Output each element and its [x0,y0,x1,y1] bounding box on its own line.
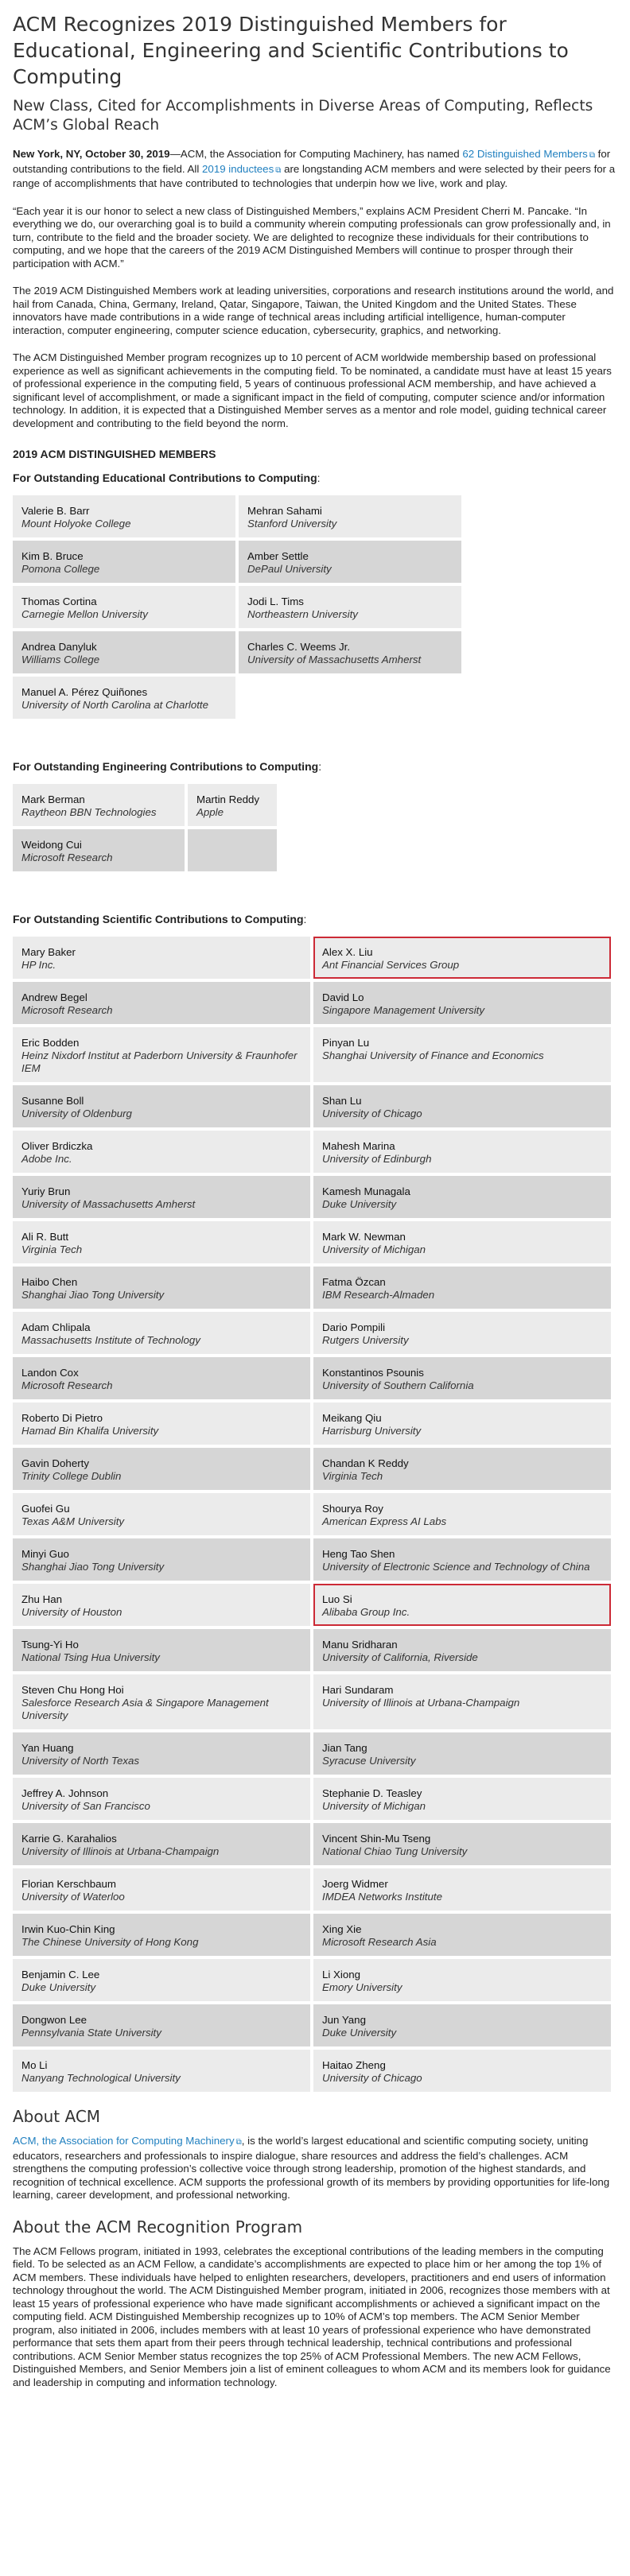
member-name: David Lo [322,991,364,1003]
about-acm-heading: About ACM [13,2107,101,2126]
member-affiliation: University of Edinburgh [322,1153,432,1165]
member-name: Hari Sundaram [322,1684,394,1696]
member-name: Weidong Cui [21,839,82,851]
member-affiliation: Heinz Nixdorf Institut at Paderborn University & Fraunhofer IEM [21,1049,298,1074]
about-recognition-heading: About the ACM Recognition Program [13,2217,303,2237]
member-name: Andrea Danyluk [21,641,97,653]
member-cell [13,1312,310,1354]
member-name: Konstantinos Psounis [322,1367,424,1379]
member-affiliation: University of Illinois at Urbana-Champaign [322,1697,520,1709]
member-name: Shourya Roy [322,1503,383,1515]
member-affiliation: Williams College [21,654,100,665]
member-affiliation: Ant Financial Services Group [322,959,460,971]
member-name: Jeffrey A. Johnson [21,1787,109,1799]
member-affiliation: Rutgers University [322,1334,409,1346]
about-acm-text: , is the world’s largest educational and scientific computing society, uniting educators, researchers and professionals to inspire dialogue, share resources and address the field’s challenges. ACM strengthens the computing profession’s collective voice through strong leadership, promotion of the highest standards, and recognition of technical excellence. ACM supports the professional growth of its members by providing opportunities for life-long learning, career development, and professional networking. [13,2135,610,2201]
member-affiliation: Nanyang Technological University [21,2072,181,2084]
member-cell [313,2050,611,2092]
member-name: Li Xiong [322,1969,361,1980]
educational-category-colon: : [317,471,321,484]
member-affiliation: National Tsing Hua University [21,1651,160,1663]
member-affiliation: University of Massachusetts Amherst [21,1198,196,1210]
quote-paragraph: “Each year it is our honor to select a new class of Distinguished Members,” explains ACM President Cherri M. Pancake. “In everything we do, our overarching goal is to build a community wherein computing professionals can grow professionally and, in turn, contribute to the field and the broader society. We are delighted to recognize these individuals for their contributions to computing, and we hope that the careers of the 2019 ACM Distinguished Members will continue to prosper through their participation with ACM.” [13,204,611,270]
member-affiliation: University of Chicago [322,2072,422,2084]
member-name: Florian Kerschbaum [21,1878,116,1890]
member-affiliation: Massachusetts Institute of Technology [21,1334,200,1346]
member-cell [13,1674,310,1729]
member-name: Benjamin C. Lee [21,1969,100,1980]
member-cell [13,1448,310,1490]
member-cell [13,2050,310,2092]
member-cell [313,982,611,1024]
member-cell [13,1959,310,2001]
member-cell [313,1493,611,1535]
member-cell [313,1959,611,2001]
member-affiliation: University of Michigan [322,1243,426,1255]
member-affiliation: The Chinese University of Hong Kong [21,1936,199,1948]
member-affiliation: University of Illinois at Urbana-Champaign [21,1845,220,1857]
external-link-icon: ⧉ [275,165,282,175]
member-affiliation: University of Houston [21,1606,122,1618]
distinguished-members-link-label: 62 Distinguished Members [462,148,588,160]
member-cell [239,495,461,537]
members-work-paragraph: The 2019 ACM Distinguished Members work at leading universities, corporations and research institutions around the world, and hail from Canada, China, Germany, Ireland, Qatar, Singapore, Taiwan, the United Kingdom and the United States. These innovators have made contributions in a wide range of technical areas including artificial intelligence, human-computer interaction, computer engineering, computer science education, cybersecurity, graphics, and networking. [13,285,614,336]
member-cell [13,1131,310,1173]
member-name: Ali R. Butt [21,1231,69,1243]
member-cell [313,1629,611,1671]
member-affiliation: Syracuse University [322,1755,416,1767]
member-name: Oliver Brdiczka [21,1140,93,1152]
member-affiliation: Northeastern University [247,608,358,620]
member-name: Mahesh Marina [322,1140,395,1152]
member-affiliation: IBM Research-Almaden [322,1289,435,1301]
member-name: Tsung-Yi Ho [21,1639,79,1651]
member-affiliation: University of Electronic Science and Technology of China [322,1561,590,1573]
member-name: Jun Yang [322,2014,366,2026]
member-name: Amber Settle [247,550,309,562]
member-cell [13,1402,310,1445]
member-name: Heng Tao Shen [322,1548,395,1560]
engineering-category-label: For Outstanding Engineering Contributions to Computing [13,760,319,773]
member-affiliation: Shanghai Jiao Tong University [21,1289,165,1301]
page-title: ACM Recognizes 2019 Distinguished Members for Educational, Engineering and Scientific Contributions to Computing [13,13,569,88]
member-cell [239,631,461,673]
member-name: Dongwon Lee [21,2014,88,2026]
member-affiliation: Trinity College Dublin [21,1470,122,1482]
member-name: Luo Si [322,1593,352,1605]
member-cell [313,1402,611,1445]
about-acm-paragraph [13,2135,617,2202]
member-cell [13,829,185,871]
member-name: Meikang Qiu [322,1412,382,1424]
member-name: Haitao Zheng [322,2059,386,2071]
member-affiliation: University of Waterloo [21,1891,125,1903]
acm-link[interactable] [13,2135,242,2147]
member-cell [313,1357,611,1399]
member-affiliation: Microsoft Research [21,852,113,863]
member-affiliation: University of California, Riverside [322,1651,478,1663]
educational-category-label: For Outstanding Educational Contributions to Computing [13,471,317,484]
member-cell [313,1914,611,1956]
member-cell [13,1778,310,1820]
member-affiliation: Shanghai University of Finance and Economics [322,1049,544,1061]
member-affiliation: University of Michigan [322,1800,426,1812]
member-cell [313,1778,611,1820]
member-name: Kamesh Munagala [322,1185,410,1197]
member-affiliation: Carnegie Mellon University [21,608,148,620]
member-name: Minyi Guo [21,1548,69,1560]
engineering-category-title [13,760,617,773]
engineering-category-colon: : [318,760,322,773]
external-link-icon: ⧉ [235,2138,242,2147]
member-name: Andrew Begel [21,991,88,1003]
member-affiliation: Microsoft Research Asia [322,1936,437,1948]
member-name: Guofei Gu [21,1503,70,1515]
member-affiliation: Pomona College [21,563,100,575]
member-affiliation: University of Chicago [322,1108,422,1119]
inductees-link[interactable] [202,163,281,175]
member-affiliation: University of Southern California [322,1379,474,1391]
member-cell [13,2004,310,2046]
member-cell [13,1584,310,1626]
member-cell [13,1868,310,1911]
member-cell [13,784,185,826]
member-name: Chandan K Reddy [322,1457,409,1469]
member-cell [13,1027,310,1082]
member-name: Manu Sridharan [322,1639,398,1651]
member-cell [313,1131,611,1173]
member-affiliation: Harrisburg University [322,1425,422,1437]
member-cell [13,1357,310,1399]
member-cell [13,1629,310,1671]
member-name: Eric Bodden [21,1037,80,1049]
member-affiliation: Virginia Tech [322,1470,383,1482]
member-cell [313,1732,611,1775]
member-affiliation: Virginia Tech [21,1243,83,1255]
member-name: Shan Lu [322,1095,362,1107]
member-affiliation: Hamad Bin Khalifa University [21,1425,159,1437]
member-affiliation: Duke University [21,1981,96,1993]
member-name: Steven Chu Hong Hoi [21,1684,124,1696]
member-affiliation: Shanghai Jiao Tong University [21,1561,165,1573]
member-cell [313,1221,611,1263]
member-cell [313,1448,611,1490]
inductees-link-label: 2019 inductees [202,162,274,175]
dateline: New York, NY, October 30, 2019 [13,148,170,160]
member-cell [13,937,310,979]
member-cell [13,586,235,628]
member-name: Stephanie D. Teasley [322,1787,422,1799]
member-cell [13,1221,310,1263]
member-affiliation: IMDEA Networks Institute [322,1891,442,1903]
member-affiliation: American Express AI Labs [322,1515,447,1527]
engineering-members-grid [13,784,277,871]
member-name: Gavin Doherty [21,1457,89,1469]
member-name: Martin Reddy [196,793,260,805]
member-cell [13,1085,310,1127]
member-cell [13,495,235,537]
distinguished-members-link[interactable] [462,148,595,160]
member-cell [313,1085,611,1127]
member-name: Joerg Widmer [322,1878,388,1890]
members-heading: 2019 ACM DISTINGUISHED MEMBERS [13,448,216,460]
member-cell [13,1538,310,1581]
member-affiliation: University of North Carolina at Charlotte [21,699,209,711]
member-name: Fatma Özcan [322,1276,386,1288]
member-cell [13,1823,310,1865]
member-affiliation: Stanford University [247,518,337,530]
member-cell [313,1176,611,1218]
member-cell [313,937,611,979]
intro-paragraph [13,148,617,191]
member-name: Mehran Sahami [247,505,322,517]
member-cell [188,784,277,826]
member-name: Xing Xie [322,1923,362,1935]
member-cell [313,2004,611,2046]
member-name: Roberto Di Pietro [21,1412,103,1424]
member-affiliation: Microsoft Research [21,1004,113,1016]
about-recognition-paragraph: The ACM Fellows program, initiated in 1993, celebrates the exceptional contributions of the leading members in the computing field. To be selected as an ACM Fellow, a candidate’s accomplishments are expected to place him or her among the top 1% of ACM members. These individuals have helped to enlighten researchers, developers, practitioners and end users of information technology throughout the world. The ACM Distinguished Member program, initiated in 2006, recognizes those members with at least 15 years of professional experience who have made significant accomplishments or achieved a significant impact on the computing field. ACM Distinguished Membership recognizes up to 10% of ACM’s top members. The ACM Senior Member program, also initiated in 2006, includes members with at least 10 years of professional experience who have demonstrated performance that sets them apart from their peers through technical leadership, technical contributions and professional contributions. ACM Senior Member status recognizes the top 25% of ACM Professional Members. The new ACM Fellows, Distinguished Members, and Senior Members join a list of eminent colleagues to whom ACM and its members look for guidance and leadership in computing and information technology. [13,2244,611,2388]
member-affiliation: National Chiao Tung University [322,1845,468,1857]
member-cell [13,982,310,1024]
member-affiliation: Mount Holyoke College [21,518,131,530]
member-cell [313,1027,611,1082]
member-affiliation: Texas A&M University [21,1515,125,1527]
member-name: Manuel A. Pérez Quiñones [21,686,148,698]
member-affiliation: Duke University [322,1198,397,1210]
member-name: Jodi L. Tims [247,596,304,607]
scientific-category-title [13,913,617,925]
member-affiliation: University of Massachusetts Amherst [247,654,422,665]
member-affiliation: HP Inc. [21,959,56,971]
member-name: Susanne Boll [21,1095,84,1107]
scientific-category-colon: : [303,913,307,925]
member-name: Alex X. Liu [322,946,373,958]
member-cell [313,1312,611,1354]
member-affiliation: University of Oldenburg [21,1108,132,1119]
acm-link-label: ACM, the Association for Computing Machinery [13,2135,235,2147]
member-cell [13,1267,310,1309]
member-affiliation: Adobe Inc. [21,1153,72,1165]
page-subtitle: New Class, Cited for Accomplishments in Diverse Areas of Computing, Reflects ACM’s Global Reach [13,98,593,134]
member-name: Charles C. Weems Jr. [247,641,351,653]
member-cell [13,677,235,719]
member-name: Yuriy Brun [21,1185,71,1197]
external-link-icon: ⧉ [589,151,595,160]
member-name: Pinyan Lu [322,1037,370,1049]
member-name: Vincent Shin-Mu Tseng [322,1833,431,1845]
member-name: Dario Pompili [322,1321,386,1333]
member-affiliation: Alibaba Group Inc. [322,1606,410,1618]
member-affiliation: DePaul University [247,563,332,575]
member-name: Mo Li [21,2059,48,2071]
member-affiliation: Pennsylvania State University [21,2027,161,2039]
member-name: Kim B. Bruce [21,550,84,562]
member-cell [13,1493,310,1535]
member-name: Mary Baker [21,946,76,958]
intro-text-c: are longstanding ACM members and were selected by their peers for a range of accomplishments that have contributed to technologies that underpin how we live, work and play. [13,162,616,189]
member-affiliation: Raytheon BBN Technologies [21,806,157,818]
member-affiliation: Singapore Management University [322,1004,484,1016]
intro-text-b: for outstanding contributions to the field. All [13,148,611,175]
member-cell [239,586,461,628]
member-affiliation: Duke University [322,2027,397,2039]
member-affiliation: Apple [196,806,224,818]
scientific-category-label: For Outstanding Scientific Contributions to Computing [13,913,304,925]
member-cell [13,1914,310,1956]
member-cell [313,1267,611,1309]
educational-members-grid [13,495,461,719]
member-affiliation: Microsoft Research [21,1379,113,1391]
member-name: Irwin Kuo-Chin King [21,1923,115,1935]
member-cell [13,541,235,583]
member-name: Adam Chlipala [21,1321,91,1333]
member-cell [313,1674,611,1729]
member-cell [313,1584,611,1626]
member-name: Haibo Chen [21,1276,78,1288]
scientific-members-grid [13,937,611,2092]
member-name: Landon Cox [21,1367,79,1379]
member-name: Yan Huang [21,1742,74,1754]
member-name: Karrie G. Karahalios [21,1833,117,1845]
member-affiliation: Salesforce Research Asia & Singapore Management University [21,1697,269,1721]
member-cell [13,1732,310,1775]
member-name: Valerie B. Barr [21,505,90,517]
member-name: Mark W. Newman [322,1231,406,1243]
member-name: Jian Tang [322,1742,368,1754]
program-paragraph: The ACM Distinguished Member program recognizes up to 10 percent of ACM worldwide membership based on professional experience as well as significant achievements in the computing field. To be nominated, a candidate must have at least 15 years of professional experience in the computing field, 5 years of continuous professional ACM membership, and have achieved a significant level of accomplishment, or made a significant impact in the field of computing, computer science and/or information technology. In addition, it is expected that a Distinguished Member serves as a mentor and role model, guiding technical career development and contributing to the field beyond the norm. [13,351,612,429]
educational-category-title [13,471,617,484]
empty-member-cell [188,829,277,871]
member-affiliation: Emory University [322,1981,402,1993]
member-cell [313,1823,611,1865]
member-cell [313,1538,611,1581]
member-affiliation: University of North Texas [21,1755,140,1767]
intro-text-a: —ACM, the Association for Computing Machinery, has named [169,148,463,160]
member-affiliation: University of San Francisco [21,1800,150,1812]
member-name: Mark Berman [21,793,85,805]
member-name: Thomas Cortina [21,596,97,607]
member-cell [313,1868,611,1911]
member-cell [13,1176,310,1218]
member-name: Zhu Han [21,1593,62,1605]
member-cell [13,631,235,673]
member-cell [239,541,461,583]
